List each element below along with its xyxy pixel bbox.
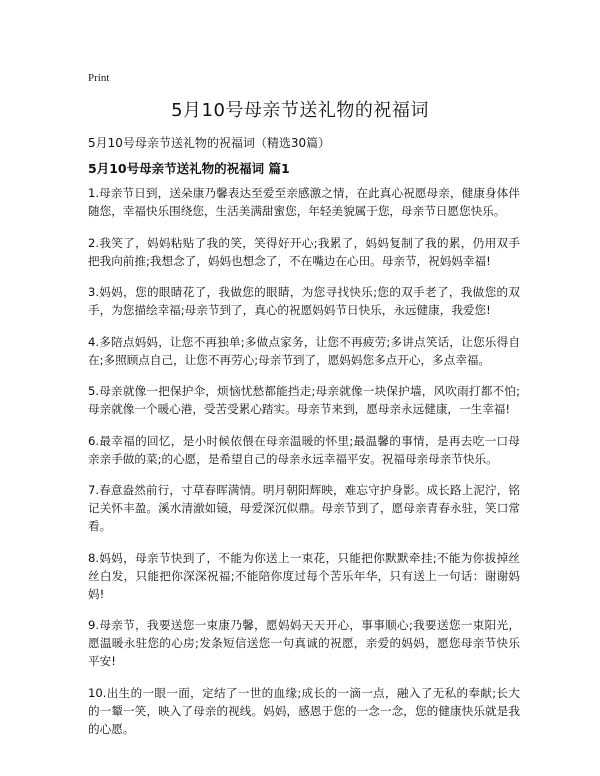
paragraph-4: 4.多陪点妈妈，让您不再独单;多做点家务，让您不再疲劳;多讲点笑话，让您乐得自在;多照顾点自己，让您不再劳心;母亲节到了，愿妈妈您多点开心，多点幸福。 [88,334,520,367]
document-subtitle: 5月10号母亲节送礼物的祝福词（精选30篇） [88,136,331,150]
paragraph-list [88,184,520,751]
paragraph-9: 9.母亲节，我要送您一束康乃馨，愿妈妈天天开心，事事顺心;我要送您一束阳光，愿温暖永驻您的心房;发条短信送您一句真诚的祝愿，亲爱的妈妈，愿您母亲节快乐平安! [88,618,520,668]
paragraph-10: 10.出生的一眼一面，定结了一世的血缘;成长的一滴一点，融入了无私的奉献;长大的一颦一笑，映入了母亲的视线。妈妈，感恩于您的一念一念，您的健康快乐就是我的心愿。 [88,685,520,736]
paragraph-3: 3.妈妈，您的眼睛花了，我做您的眼睛，为您寻找快乐;您的双手老了，我做您的双手，为您描绘幸福;母亲节到了，真心的祝愿妈妈节日快乐，永远健康，我爱您! [88,285,520,317]
paragraph-5: 5.母亲就像一把保护伞，烦恼忧愁都能挡走;母亲就像一块保护墙，风吹雨打都不怕;母亲就像一个暖心港，受苦受累心踏实。母亲节来到，愿母亲永远健康，一生幸福! [88,384,520,416]
paragraph-6: 6.最幸福的回忆，是小时候依偎在母亲温暖的怀里;最温馨的事情，是再去吃一口母亲亲手做的菜;的心愿，是希望自己的母亲永远幸福平安。祝福母亲母亲节快乐。 [88,433,520,466]
paragraph-8: 8.妈妈，母亲节快到了，不能为你送上一束花，只能把你默默牵挂;不能为你拔掉丝丝白发，只能把你深深祝福;不能陪你度过每个苦乐年华，只有送上一句话：谢谢妈妈! [88,550,520,601]
paragraph-2: 2.我笑了，妈妈粘贴了我的笑，笑得好开心;我累了，妈妈复制了我的累，仍用双手把我向前推;我想念了，妈妈也想念了，不在嘴边在心田。母亲节，祝妈妈幸福! [88,235,520,268]
paragraph-7: 7.春意盎然前行，寸草春晖满情。明月朝阳辉映，难忘守护身影。成长路上泥泞，铭记关怀丰盈。溪水清澈如镜，母爱深沉似鼎。母亲节到了，愿母亲青春永驻，笑口常看。 [88,483,520,533]
print-label: Print [88,72,110,84]
paragraph-1: 1.母亲节日到，送朵康乃馨表达至爱至亲感激之情，在此真心祝愿母亲，健康身体伴随您，幸福快乐围绕您，生活美满甜蜜您，年轻美貌属于您，母亲节日愿您快乐。 [88,186,520,218]
section-heading: 5月10号母亲节送礼物的祝福词 篇1 [88,161,290,176]
page-title: 5月10号母亲节送礼物的祝福词 [171,100,429,121]
